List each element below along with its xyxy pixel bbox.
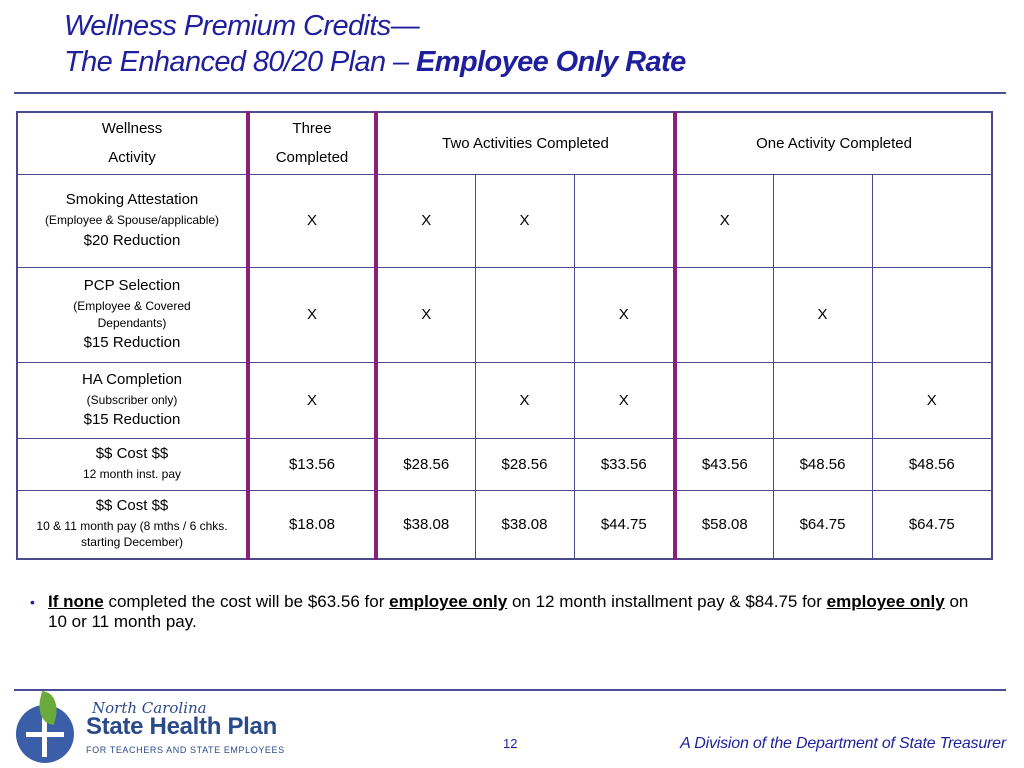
table-cell [376,362,475,438]
row-label [17,174,248,267]
table-cell: X [475,174,574,267]
wellness-credits-table [16,111,993,560]
table-cell: X [574,362,675,438]
table-row [17,267,992,362]
row-label-main: Smoking Attestation [65,191,199,209]
table-cell: X [376,267,475,362]
table-cell: X [248,362,376,438]
table-cell: X [872,362,992,438]
header-two-activities: Two Activities Completed [376,112,675,174]
bullet-dot-icon: • [30,594,35,610]
table-cell: $64.75 [773,490,872,559]
page-number: 12 [503,736,518,751]
table-cell: $13.56 [248,438,376,490]
row-label-sub: 10 & 11 month pay (8 mths / 6 chks. starting December) [36,519,228,550]
logo-north-carolina: North Carolina [92,699,207,717]
table-cell: X [574,267,675,362]
cost-note-part-2: on 12 month installment pay & $84.75 for [507,592,827,611]
row-label-sub: (Employee & Covered Dependants) [73,299,191,330]
table-cell: X [248,267,376,362]
row-label-amount: $15 Reduction [83,333,181,351]
header-one-activity: One Activity Completed [675,112,992,174]
employee-only-emphasis-1: employee only [389,592,508,611]
table-cell: $48.56 [773,438,872,490]
row-label-sub: (Employee & Spouse/applicable) [44,213,220,228]
table-cell: $18.08 [248,490,376,559]
top-divider [14,92,1006,94]
table-cell [773,174,872,267]
table-row [17,438,992,490]
table-cell [872,267,992,362]
table-cell: $38.08 [475,490,574,559]
table-cell [872,174,992,267]
row-label-main: $$ Cost $$ [95,496,169,514]
row-label-main: PCP Selection [83,277,181,295]
state-health-plan-logo [16,697,286,761]
division-tagline: A Division of the Department of State Treasurer [680,735,1006,752]
table-cell: $48.56 [872,438,992,490]
table-cell: $28.56 [475,438,574,490]
title-line-1: Wellness Premium Credits— [64,10,420,42]
slide-title [64,8,686,80]
row-label [17,362,248,438]
logo-tagline: FOR TEACHERS AND STATE EMPLOYEES [86,745,285,755]
if-none-emphasis: If none [48,592,104,611]
employee-only-emphasis-2: employee only [826,592,945,611]
table-cell: $58.08 [675,490,773,559]
row-label [17,267,248,362]
cost-note-part-3: on 10 or 11 month pay. [48,592,969,631]
table-cell: X [773,267,872,362]
table-row [17,174,992,267]
header-three-completed [248,112,376,174]
table-cell: $44.75 [574,490,675,559]
row-label-main: $$ Cost $$ [95,444,169,462]
table-cell [675,267,773,362]
table-cell: X [376,174,475,267]
table-cell: $64.75 [872,490,992,559]
row-label-sub: (Subscriber only) [86,392,178,407]
header-wellness-line2: Activity [108,149,156,167]
header-row [17,112,992,174]
table-cell: $43.56 [675,438,773,490]
row-label-sub: 12 month inst. pay [82,467,182,482]
table-cell: $33.56 [574,438,675,490]
title-line-2-bold: Employee Only Rate [416,46,686,78]
row-label [17,438,248,490]
row-label-amount: $20 Reduction [83,231,181,249]
header-wellness-activity [17,112,248,174]
cost-note-part-1: completed the cost will be $63.56 for [103,592,390,611]
row-label-amount: $15 Reduction [83,411,181,429]
table-row [17,362,992,438]
bottom-divider [14,689,1006,691]
header-three-line2: Completed [275,149,349,167]
table-cell [574,174,675,267]
row-label-main: HA Completion [81,370,183,388]
table-cell: X [475,362,574,438]
table-cell: $28.56 [376,438,475,490]
logo-state-health-plan: State Health Plan [86,713,277,740]
table-cell: $38.08 [376,490,475,559]
table-cell: X [248,174,376,267]
cost-note-bullet [30,592,980,632]
header-wellness-line1: Wellness [101,120,163,138]
table-cell [773,362,872,438]
title-line-2-prefix: The Enhanced 80/20 Plan – [64,46,417,78]
table-row [17,490,992,559]
cost-note-text [48,592,980,632]
row-label [17,490,248,559]
header-three-line1: Three [292,120,332,138]
table-cell [675,362,773,438]
table-cell [475,267,574,362]
table-cell: X [675,174,773,267]
title-line-2 [64,44,686,80]
